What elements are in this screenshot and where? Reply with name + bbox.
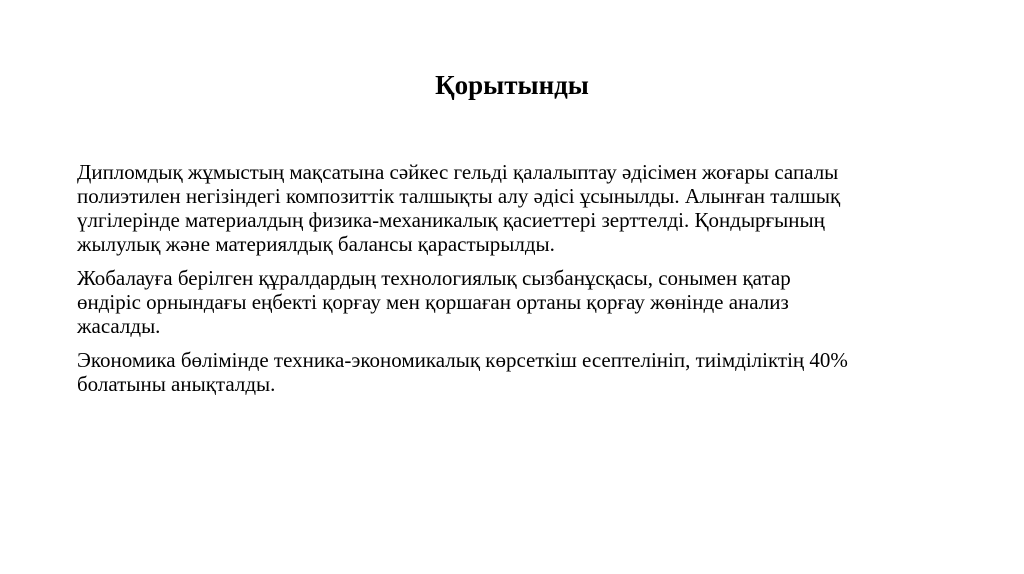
slide-title: Қорытынды [435, 70, 589, 100]
paragraph-goal: Дипломдық жұмыстың мақсатына сәйкес гельді қалалыптау әдісімен жоғары сапалы полиэтилен негізіндегі композиттік талшықты алу әдісі ұсынылды. Алынған талшық үлгілерінде материалдың физика-механикалық қасиеттері зерттелді. Қондырғының жылулық және материялдық балансы қарастырылды. [77, 160, 841, 256]
paragraph-economics: Экономика бөлімінде техника-экономикалық көрсеткіш есептелініп, тиімділіктің 40% болатыны анықталды. [77, 348, 848, 396]
paragraph-design: Жобалауға берілген құралдардың технологиялық сызбанұсқасы, сонымен қатар өндіріс орнындағы еңбекті қорғау мен қоршаған ортаны қорғау жөнінде анализ жасалды. [77, 266, 791, 338]
slide-body [77, 160, 957, 406]
